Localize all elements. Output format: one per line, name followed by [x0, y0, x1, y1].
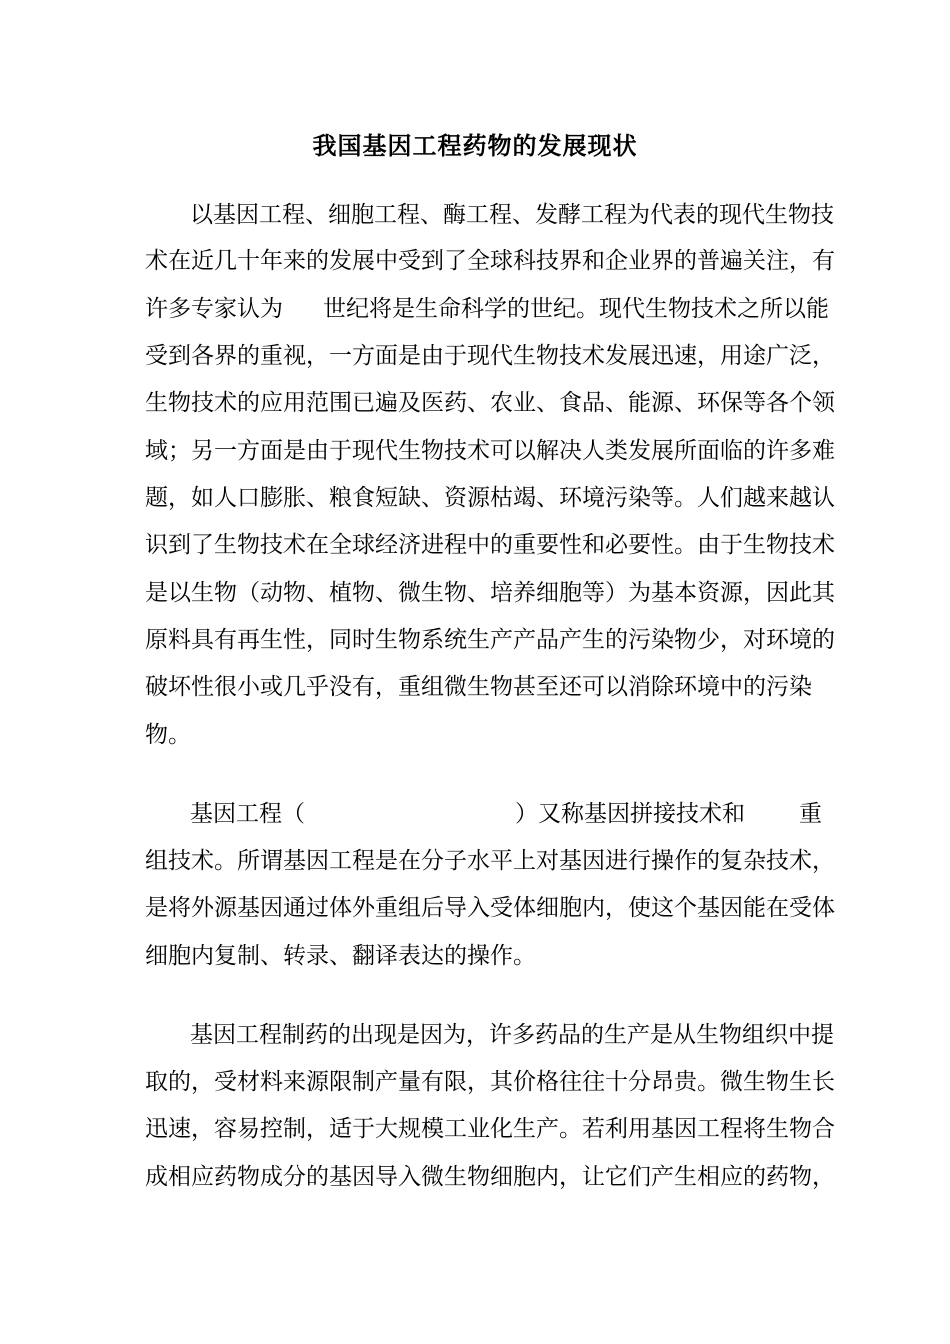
paragraph-1-line-12: 物。: [145, 722, 191, 748]
paragraph-1-line-5: 生物技术的应用范围已遍及医药、农业、食品、能源、环保等各个领: [145, 390, 835, 416]
line-1-part-3: 重: [799, 801, 822, 827]
paragraph-1-line-3: [145, 291, 829, 327]
line-1-part-1: 基因工程（: [190, 801, 305, 827]
paragraph-1-line-9: 是以生物（动物、植物、微生物、培养细胞等）为基本资源，因此其: [145, 580, 835, 606]
paragraph-1-line-11: 破坏性很小或几乎没有，重组微生物甚至还可以消除环境中的污染: [145, 674, 812, 700]
line-3-part-1: 许多专家认为: [145, 296, 283, 322]
paragraph-1-line-2: 术在近几十年来的发展中受到了全球科技界和企业界的普遍关注，有: [145, 248, 835, 274]
document-title: 我国基因工程药物的发展现状: [312, 131, 638, 160]
paragraph-3-line-4: 成相应药物成分的基因导入微生物细胞内，让它们产生相应的药物，: [145, 1164, 835, 1190]
paragraph-1-line-6: 域；另一方面是由于现代生物技术可以解决人类发展所面临的许多难: [145, 438, 835, 464]
paragraph-3-line-2: 取的，受材料来源限制产量有限，其价格往往十分昂贵。微生物生长: [145, 1069, 835, 1095]
line-1-part-2: ）又称基因拼接技术和: [515, 801, 745, 827]
paragraph-3-line-1: 基因工程制药的出现是因为，许多药品的生产是从生物组织中提: [190, 1022, 834, 1048]
paragraph-1-line-7: 题，如人口膨胀、粮食短缺、资源枯竭、环境污染等。人们越来越认: [145, 485, 835, 511]
paragraph-2-line-2: 组技术。所谓基因工程是在分子水平上对基因进行操作的复杂技术，: [145, 848, 835, 874]
line-3-part-2: 世纪将是生命科学的世纪。现代生物技术之所以能: [323, 296, 829, 322]
paragraph-1-line-10: 原料具有再生性，同时生物系统生产产品产生的污染物少，对环境的: [145, 627, 835, 653]
paragraph-2-line-1: [190, 796, 822, 832]
paragraph-2-line-3: 是将外源基因通过体外重组后导入受体细胞内，使这个基因能在受体: [145, 895, 835, 921]
paragraph-3-line-3: 迅速，容易控制，适于大规模工业化生产。若利用基因工程将生物合: [145, 1116, 835, 1142]
paragraph-1-line-1: 以基因工程、细胞工程、酶工程、发酵工程为代表的现代生物技: [190, 202, 834, 228]
paragraph-1-line-8: 识到了生物技术在全球经济进程中的重要性和必要性。由于生物技术: [145, 532, 835, 558]
paragraph-1-line-4: 受到各界的重视，一方面是由于现代生物技术发展迅速，用途广泛，: [145, 343, 835, 369]
paragraph-2-line-4: 细胞内复制、转录、翻译表达的操作。: [145, 943, 536, 969]
